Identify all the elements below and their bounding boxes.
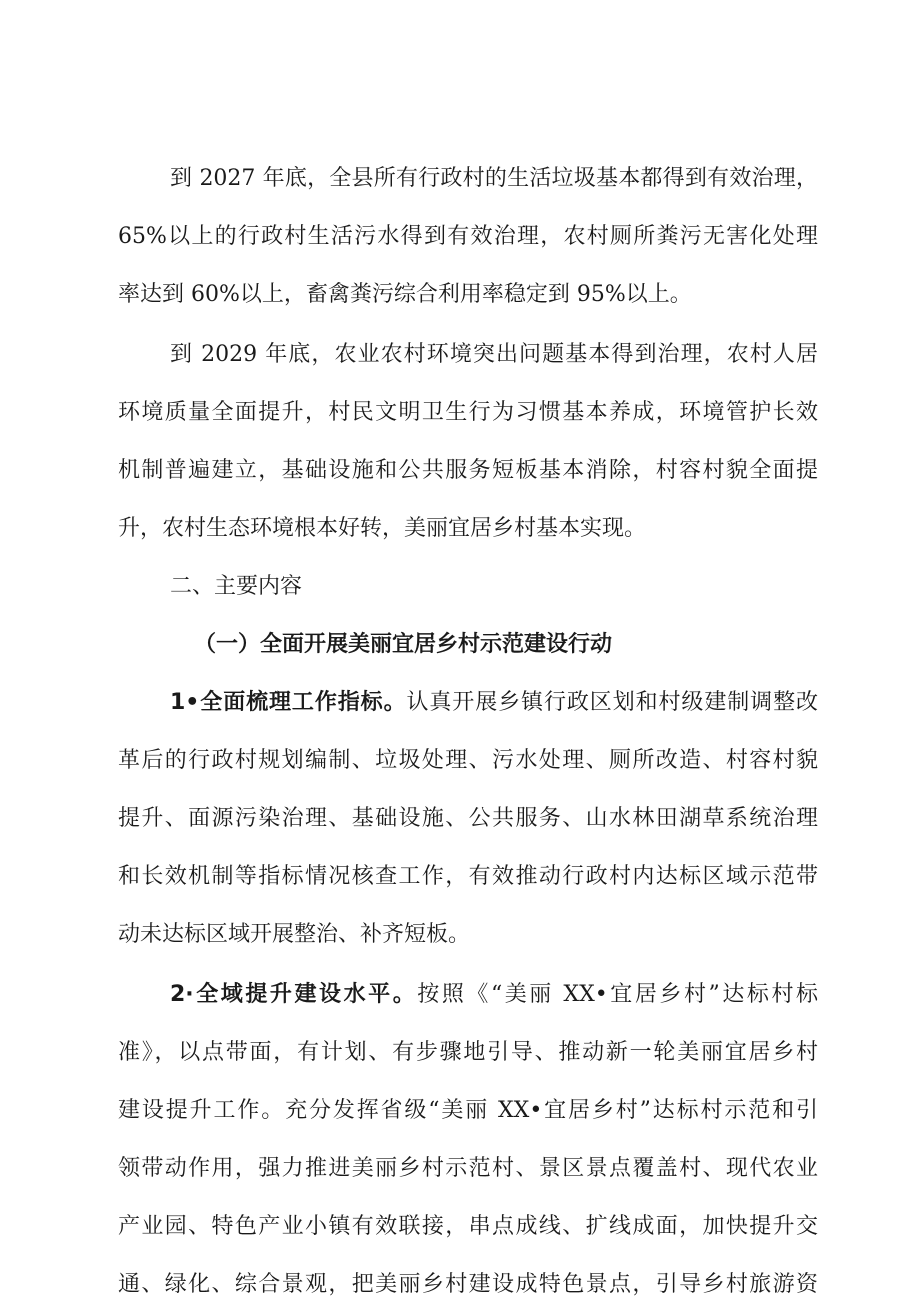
item-lead: 2·全域提升建设水平。 xyxy=(170,982,418,1007)
text-line: 提升、面源污染治理、基础设施、公共服务、山水林田湖草系统治理 xyxy=(118,806,818,831)
subsection-heading: （一）全面开展美丽宜居乡村示范建设行动 xyxy=(194,632,613,657)
item-text: 按照《“美丽 XX•宜居乡村”达标村标 xyxy=(417,982,818,1007)
text-line xyxy=(118,674,818,732)
item-lead: 1•全面梳理工作指标。 xyxy=(170,690,407,715)
paragraph-item-2 xyxy=(118,966,818,1314)
text-line: 率达到 60%以上，畜禽粪污综合利用率稳定到 95%以上。 xyxy=(118,282,692,307)
paragraph-2027-goals xyxy=(118,150,818,324)
text-line: 和长效机制等指标情况核查工作，有效推动行政村内达标区域示范带 xyxy=(118,864,818,889)
item-text: 认真开展乡镇行政区划和村级建制调整改 xyxy=(406,690,818,715)
text-line: 革后的行政村规划编制、垃圾处理、污水处理、厕所改造、村容村貌 xyxy=(118,748,818,773)
paragraph-2029-goals xyxy=(118,326,818,558)
paragraph-item-1 xyxy=(118,674,818,964)
text-line: 环境质量全面提升，村民文明卫生行为习惯基本养成，环境管护长效 xyxy=(118,400,818,425)
text-line: 65%以上的行政村生活污水得到有效治理，农村厕所粪污无害化处理 xyxy=(118,224,818,249)
text-line: 建设提升工作。充分发挥省级“美丽 XX•宜居乡村”达标村示范和引 xyxy=(118,1098,818,1123)
text-line: 通、绿化、综合景观，把美丽乡村建设成特色景点，引导乡村旅游资 xyxy=(118,1272,818,1297)
text-line: 动未达标区域开展整治、补齐短板。 xyxy=(118,922,471,947)
section-heading: 二、主要内容 xyxy=(170,574,303,599)
text-line: 机制普遍建立，基础设施和公共服务短板基本消除，村容村貌全面提 xyxy=(118,458,818,483)
text-line xyxy=(118,966,818,1024)
document-page xyxy=(118,150,818,1314)
text-line: 产业园、特色产业小镇有效联接，串点成线、扩线成面，加快提升交 xyxy=(118,1214,818,1239)
text-line: 准》，以点带面，有计划、有步骤地引导、推动新一轮美丽宜居乡村 xyxy=(118,1040,818,1065)
text-line: 到 2027 年底，全县所有行政村的生活垃圾基本都得到有效治理， xyxy=(170,166,818,191)
text-line: 升，农村生态环境根本好转，美丽宜居乡村基本实现。 xyxy=(118,516,647,541)
text-line: 到 2029 年底，农业农村环境突出问题基本得到治理，农村人居 xyxy=(170,342,818,367)
text-line: 领带动作用，强力推进美丽乡村示范村、景区景点覆盖村、现代农业 xyxy=(118,1156,818,1181)
